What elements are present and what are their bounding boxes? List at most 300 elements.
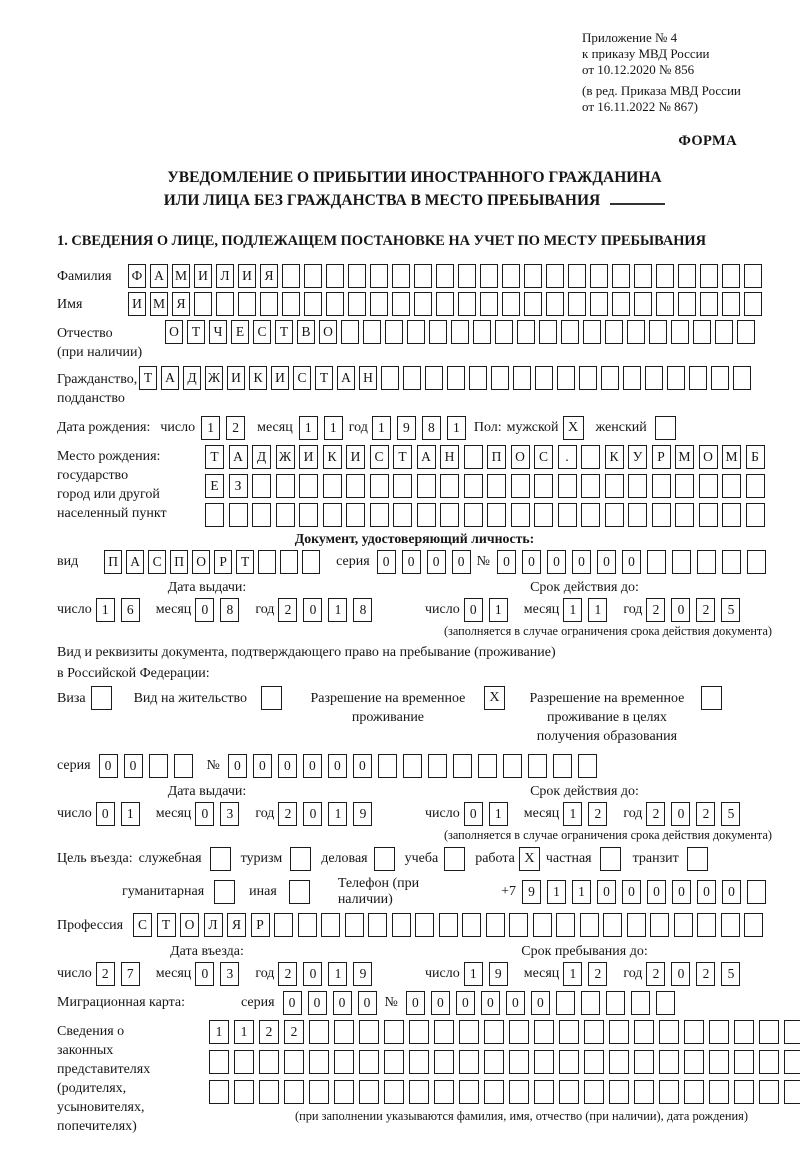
char-cell[interactable] [746, 474, 765, 498]
char-cell[interactable] [699, 503, 718, 527]
char-cell[interactable] [326, 264, 344, 288]
char-cell[interactable]: 0 [303, 802, 322, 826]
char-cell[interactable] [304, 292, 322, 316]
char-cell[interactable] [234, 1050, 254, 1074]
char-cell[interactable] [453, 754, 472, 778]
char-cell[interactable] [282, 264, 300, 288]
char-cell[interactable] [321, 913, 340, 937]
purpose-study-checkbox[interactable] [444, 847, 465, 871]
char-cell[interactable] [784, 1080, 800, 1104]
char-cell[interactable] [359, 1020, 379, 1044]
char-cell[interactable] [609, 1080, 629, 1104]
char-cell[interactable]: М [150, 292, 168, 316]
char-cell[interactable]: 0 [283, 991, 302, 1015]
char-cell[interactable] [744, 913, 763, 937]
char-cell[interactable] [345, 913, 364, 937]
char-cell[interactable]: А [126, 550, 144, 574]
char-cell[interactable] [659, 1020, 679, 1044]
char-cell[interactable]: С [293, 366, 311, 390]
char-cell[interactable] [392, 264, 410, 288]
char-cell[interactable] [605, 474, 624, 498]
char-cell[interactable]: Д [252, 445, 271, 469]
char-cell[interactable]: А [150, 264, 168, 288]
char-cell[interactable]: Т [139, 366, 157, 390]
char-cell[interactable]: 1 [563, 962, 582, 986]
sex-female-checkbox[interactable] [655, 416, 676, 440]
char-cell[interactable] [509, 1080, 529, 1104]
char-cell[interactable] [634, 264, 652, 288]
char-cell[interactable] [647, 550, 666, 574]
char-cell[interactable]: С [253, 320, 271, 344]
char-cell[interactable]: 1 [588, 598, 607, 622]
char-cell[interactable]: 0 [406, 991, 425, 1015]
char-cell[interactable] [609, 1050, 629, 1074]
char-cell[interactable]: 2 [696, 598, 715, 622]
char-cell[interactable] [513, 366, 531, 390]
char-cell[interactable] [440, 503, 459, 527]
char-cell[interactable] [684, 1020, 704, 1044]
char-cell[interactable]: 0 [481, 991, 500, 1015]
char-cell[interactable]: 1 [447, 416, 466, 440]
char-cell[interactable]: 0 [427, 550, 446, 574]
char-cell[interactable]: А [161, 366, 179, 390]
char-cell[interactable]: 0 [697, 880, 716, 904]
char-cell[interactable]: Я [260, 264, 278, 288]
char-cell[interactable] [309, 1080, 329, 1104]
char-cell[interactable]: 2 [646, 598, 665, 622]
form-number-blank[interactable] [610, 191, 665, 205]
char-cell[interactable] [436, 292, 454, 316]
char-cell[interactable]: 0 [278, 754, 297, 778]
char-cell[interactable] [495, 320, 513, 344]
char-cell[interactable]: А [417, 445, 436, 469]
char-cell[interactable]: О [180, 913, 199, 937]
char-cell[interactable] [737, 320, 755, 344]
char-cell[interactable] [675, 503, 694, 527]
char-cell[interactable] [276, 474, 295, 498]
char-cell[interactable]: А [337, 366, 355, 390]
char-cell[interactable] [568, 292, 586, 316]
char-cell[interactable]: 0 [308, 991, 327, 1015]
char-cell[interactable] [628, 474, 647, 498]
char-cell[interactable] [503, 754, 522, 778]
char-cell[interactable]: И [194, 264, 212, 288]
char-cell[interactable]: 0 [99, 754, 118, 778]
char-cell[interactable]: 0 [253, 754, 272, 778]
char-cell[interactable]: Ч [209, 320, 227, 344]
char-cell[interactable]: 1 [234, 1020, 254, 1044]
char-cell[interactable] [759, 1020, 779, 1044]
purpose-work-checkbox[interactable]: X [519, 847, 540, 871]
char-cell[interactable]: М [722, 445, 741, 469]
char-cell[interactable] [579, 366, 597, 390]
temp-residence-education-checkbox[interactable] [701, 686, 722, 710]
char-cell[interactable] [341, 320, 359, 344]
char-cell[interactable]: 9 [522, 880, 541, 904]
char-cell[interactable] [556, 991, 575, 1015]
char-cell[interactable] [464, 503, 483, 527]
char-cell[interactable] [370, 264, 388, 288]
char-cell[interactable] [733, 366, 751, 390]
char-cell[interactable]: Т [236, 550, 254, 574]
char-cell[interactable] [259, 1050, 279, 1074]
char-cell[interactable] [684, 1050, 704, 1074]
char-cell[interactable] [229, 503, 248, 527]
char-cell[interactable] [392, 913, 411, 937]
char-cell[interactable] [675, 474, 694, 498]
char-cell[interactable] [436, 264, 454, 288]
char-cell[interactable]: 1 [563, 598, 582, 622]
char-cell[interactable]: 0 [522, 550, 541, 574]
char-cell[interactable]: Т [393, 445, 412, 469]
char-cell[interactable] [533, 913, 552, 937]
char-cell[interactable] [480, 292, 498, 316]
char-cell[interactable] [484, 1020, 504, 1044]
char-cell[interactable]: 2 [646, 962, 665, 986]
char-cell[interactable] [502, 264, 520, 288]
char-cell[interactable] [502, 292, 520, 316]
char-cell[interactable] [546, 292, 564, 316]
char-cell[interactable] [359, 1080, 379, 1104]
char-cell[interactable] [612, 264, 630, 288]
char-cell[interactable]: З [229, 474, 248, 498]
char-cell[interactable]: В [297, 320, 315, 344]
char-cell[interactable]: У [628, 445, 647, 469]
char-cell[interactable] [722, 474, 741, 498]
char-cell[interactable] [414, 292, 432, 316]
char-cell[interactable] [689, 366, 707, 390]
char-cell[interactable]: Н [359, 366, 377, 390]
char-cell[interactable] [304, 264, 322, 288]
char-cell[interactable]: М [675, 445, 694, 469]
char-cell[interactable]: 1 [299, 416, 318, 440]
char-cell[interactable] [451, 320, 469, 344]
char-cell[interactable]: К [323, 445, 342, 469]
char-cell[interactable]: Я [172, 292, 190, 316]
char-cell[interactable] [556, 913, 575, 937]
char-cell[interactable] [746, 503, 765, 527]
char-cell[interactable] [709, 1080, 729, 1104]
char-cell[interactable] [534, 1020, 554, 1044]
char-cell[interactable]: 0 [195, 598, 214, 622]
char-cell[interactable]: 0 [531, 991, 550, 1015]
char-cell[interactable] [298, 913, 317, 937]
char-cell[interactable] [393, 474, 412, 498]
char-cell[interactable]: 0 [303, 754, 322, 778]
char-cell[interactable] [612, 292, 630, 316]
char-cell[interactable] [459, 1050, 479, 1074]
char-cell[interactable] [605, 320, 623, 344]
char-cell[interactable]: 6 [121, 598, 140, 622]
char-cell[interactable] [238, 292, 256, 316]
char-cell[interactable]: 0 [671, 802, 690, 826]
char-cell[interactable] [590, 292, 608, 316]
char-cell[interactable] [403, 754, 422, 778]
char-cell[interactable] [370, 292, 388, 316]
char-cell[interactable]: 0 [597, 880, 616, 904]
char-cell[interactable] [581, 474, 600, 498]
char-cell[interactable] [734, 1080, 754, 1104]
char-cell[interactable] [252, 474, 271, 498]
char-cell[interactable] [699, 474, 718, 498]
char-cell[interactable] [469, 366, 487, 390]
char-cell[interactable] [252, 503, 271, 527]
char-cell[interactable] [721, 913, 740, 937]
char-cell[interactable] [722, 292, 740, 316]
char-cell[interactable] [546, 264, 564, 288]
char-cell[interactable] [628, 503, 647, 527]
char-cell[interactable] [659, 1080, 679, 1104]
char-cell[interactable] [759, 1080, 779, 1104]
char-cell[interactable]: Е [231, 320, 249, 344]
char-cell[interactable]: 1 [201, 416, 220, 440]
purpose-humanitarian-checkbox[interactable] [214, 880, 235, 904]
char-cell[interactable] [209, 1080, 229, 1104]
char-cell[interactable] [216, 292, 234, 316]
char-cell[interactable] [346, 503, 365, 527]
char-cell[interactable]: А [229, 445, 248, 469]
char-cell[interactable]: 1 [489, 598, 508, 622]
char-cell[interactable]: Ф [128, 264, 146, 288]
char-cell[interactable]: 0 [464, 598, 483, 622]
char-cell[interactable] [434, 1050, 454, 1074]
char-cell[interactable]: 0 [377, 550, 396, 574]
char-cell[interactable] [697, 550, 716, 574]
char-cell[interactable] [584, 1020, 604, 1044]
char-cell[interactable] [627, 320, 645, 344]
char-cell[interactable]: И [128, 292, 146, 316]
char-cell[interactable]: Т [315, 366, 333, 390]
char-cell[interactable] [711, 366, 729, 390]
char-cell[interactable]: 0 [333, 991, 352, 1015]
char-cell[interactable]: О [511, 445, 530, 469]
char-cell[interactable]: 7 [121, 962, 140, 986]
char-cell[interactable]: 1 [372, 416, 391, 440]
char-cell[interactable] [480, 264, 498, 288]
char-cell[interactable] [553, 754, 572, 778]
char-cell[interactable] [559, 1050, 579, 1074]
char-cell[interactable] [370, 503, 389, 527]
char-cell[interactable] [392, 292, 410, 316]
char-cell[interactable]: Т [157, 913, 176, 937]
char-cell[interactable]: И [238, 264, 256, 288]
char-cell[interactable]: О [319, 320, 337, 344]
char-cell[interactable] [581, 991, 600, 1015]
char-cell[interactable] [693, 320, 711, 344]
char-cell[interactable]: 2 [588, 962, 607, 986]
char-cell[interactable] [417, 503, 436, 527]
char-cell[interactable]: 2 [259, 1020, 279, 1044]
char-cell[interactable]: 8 [220, 598, 239, 622]
char-cell[interactable]: 1 [324, 416, 343, 440]
char-cell[interactable] [672, 550, 691, 574]
char-cell[interactable] [511, 474, 530, 498]
char-cell[interactable] [747, 880, 766, 904]
char-cell[interactable]: 2 [696, 802, 715, 826]
char-cell[interactable] [535, 366, 553, 390]
char-cell[interactable] [671, 320, 689, 344]
char-cell[interactable] [284, 1050, 304, 1074]
char-cell[interactable]: 9 [353, 962, 372, 986]
char-cell[interactable] [484, 1080, 504, 1104]
char-cell[interactable] [299, 503, 318, 527]
char-cell[interactable] [539, 320, 557, 344]
char-cell[interactable]: Ж [205, 366, 223, 390]
char-cell[interactable] [425, 366, 443, 390]
char-cell[interactable] [584, 1050, 604, 1074]
char-cell[interactable] [652, 474, 671, 498]
char-cell[interactable] [434, 1080, 454, 1104]
char-cell[interactable] [276, 503, 295, 527]
char-cell[interactable]: 5 [721, 802, 740, 826]
char-cell[interactable]: 1 [563, 802, 582, 826]
char-cell[interactable] [674, 913, 693, 937]
char-cell[interactable] [656, 292, 674, 316]
char-cell[interactable]: Ж [276, 445, 295, 469]
char-cell[interactable] [484, 1050, 504, 1074]
char-cell[interactable] [578, 754, 597, 778]
char-cell[interactable]: 0 [195, 962, 214, 986]
char-cell[interactable]: 0 [647, 880, 666, 904]
char-cell[interactable] [559, 1020, 579, 1044]
char-cell[interactable] [282, 292, 300, 316]
char-cell[interactable]: 1 [328, 962, 347, 986]
char-cell[interactable] [558, 503, 577, 527]
char-cell[interactable] [205, 503, 224, 527]
char-cell[interactable] [534, 474, 553, 498]
char-cell[interactable] [634, 1080, 654, 1104]
char-cell[interactable] [428, 754, 447, 778]
purpose-private-checkbox[interactable] [600, 847, 621, 871]
char-cell[interactable] [744, 264, 762, 288]
char-cell[interactable] [667, 366, 685, 390]
char-cell[interactable]: 2 [278, 598, 297, 622]
char-cell[interactable]: 0 [303, 598, 322, 622]
char-cell[interactable] [363, 320, 381, 344]
char-cell[interactable]: 2 [284, 1020, 304, 1044]
char-cell[interactable] [478, 754, 497, 778]
char-cell[interactable] [258, 550, 276, 574]
char-cell[interactable] [299, 474, 318, 498]
char-cell[interactable] [700, 292, 718, 316]
char-cell[interactable] [568, 264, 586, 288]
char-cell[interactable]: С [148, 550, 166, 574]
char-cell[interactable]: И [299, 445, 318, 469]
char-cell[interactable] [581, 445, 600, 469]
char-cell[interactable]: Р [652, 445, 671, 469]
char-cell[interactable]: 0 [452, 550, 471, 574]
char-cell[interactable] [429, 320, 447, 344]
char-cell[interactable] [623, 366, 641, 390]
char-cell[interactable]: 0 [464, 802, 483, 826]
char-cell[interactable] [722, 550, 741, 574]
char-cell[interactable] [323, 474, 342, 498]
char-cell[interactable] [348, 264, 366, 288]
char-cell[interactable] [439, 913, 458, 937]
char-cell[interactable] [414, 264, 432, 288]
char-cell[interactable] [447, 366, 465, 390]
char-cell[interactable] [409, 1050, 429, 1074]
char-cell[interactable] [509, 1020, 529, 1044]
char-cell[interactable] [584, 1080, 604, 1104]
char-cell[interactable]: 2 [278, 802, 297, 826]
char-cell[interactable] [384, 1020, 404, 1044]
char-cell[interactable]: Я [227, 913, 246, 937]
char-cell[interactable]: 1 [328, 598, 347, 622]
char-cell[interactable] [409, 1020, 429, 1044]
char-cell[interactable] [464, 445, 483, 469]
char-cell[interactable]: 3 [220, 802, 239, 826]
char-cell[interactable]: К [605, 445, 624, 469]
char-cell[interactable]: 0 [497, 550, 516, 574]
char-cell[interactable] [684, 1080, 704, 1104]
char-cell[interactable]: 5 [721, 962, 740, 986]
char-cell[interactable]: 1 [547, 880, 566, 904]
char-cell[interactable] [656, 264, 674, 288]
char-cell[interactable]: 2 [278, 962, 297, 986]
char-cell[interactable] [393, 503, 412, 527]
char-cell[interactable] [784, 1050, 800, 1074]
char-cell[interactable]: Б [746, 445, 765, 469]
char-cell[interactable]: 2 [96, 962, 115, 986]
char-cell[interactable]: Л [204, 913, 223, 937]
char-cell[interactable]: Р [251, 913, 270, 937]
char-cell[interactable]: 2 [226, 416, 245, 440]
char-cell[interactable] [528, 754, 547, 778]
char-cell[interactable] [434, 1020, 454, 1044]
char-cell[interactable] [359, 1050, 379, 1074]
char-cell[interactable] [417, 474, 436, 498]
char-cell[interactable]: О [699, 445, 718, 469]
char-cell[interactable] [715, 320, 733, 344]
char-cell[interactable] [346, 474, 365, 498]
char-cell[interactable] [734, 1050, 754, 1074]
char-cell[interactable]: 0 [722, 880, 741, 904]
char-cell[interactable]: 0 [431, 991, 450, 1015]
char-cell[interactable] [634, 1020, 654, 1044]
char-cell[interactable]: 1 [328, 802, 347, 826]
char-cell[interactable]: О [192, 550, 210, 574]
char-cell[interactable]: О [165, 320, 183, 344]
char-cell[interactable] [458, 264, 476, 288]
char-cell[interactable] [259, 1080, 279, 1104]
char-cell[interactable] [634, 1050, 654, 1074]
char-cell[interactable] [744, 292, 762, 316]
char-cell[interactable] [274, 913, 293, 937]
char-cell[interactable]: 1 [96, 598, 115, 622]
char-cell[interactable]: С [133, 913, 152, 937]
char-cell[interactable]: 2 [588, 802, 607, 826]
char-cell[interactable] [334, 1080, 354, 1104]
char-cell[interactable] [580, 913, 599, 937]
char-cell[interactable] [194, 292, 212, 316]
char-cell[interactable]: 0 [402, 550, 421, 574]
char-cell[interactable] [174, 754, 193, 778]
char-cell[interactable]: 0 [195, 802, 214, 826]
char-cell[interactable]: 3 [220, 962, 239, 986]
char-cell[interactable]: 0 [228, 754, 247, 778]
char-cell[interactable] [464, 474, 483, 498]
char-cell[interactable] [634, 292, 652, 316]
char-cell[interactable] [603, 913, 622, 937]
char-cell[interactable]: 8 [422, 416, 441, 440]
char-cell[interactable]: 1 [489, 802, 508, 826]
char-cell[interactable] [784, 1020, 800, 1044]
char-cell[interactable] [650, 913, 669, 937]
char-cell[interactable]: С [534, 445, 553, 469]
char-cell[interactable] [309, 1020, 329, 1044]
char-cell[interactable] [209, 1050, 229, 1074]
